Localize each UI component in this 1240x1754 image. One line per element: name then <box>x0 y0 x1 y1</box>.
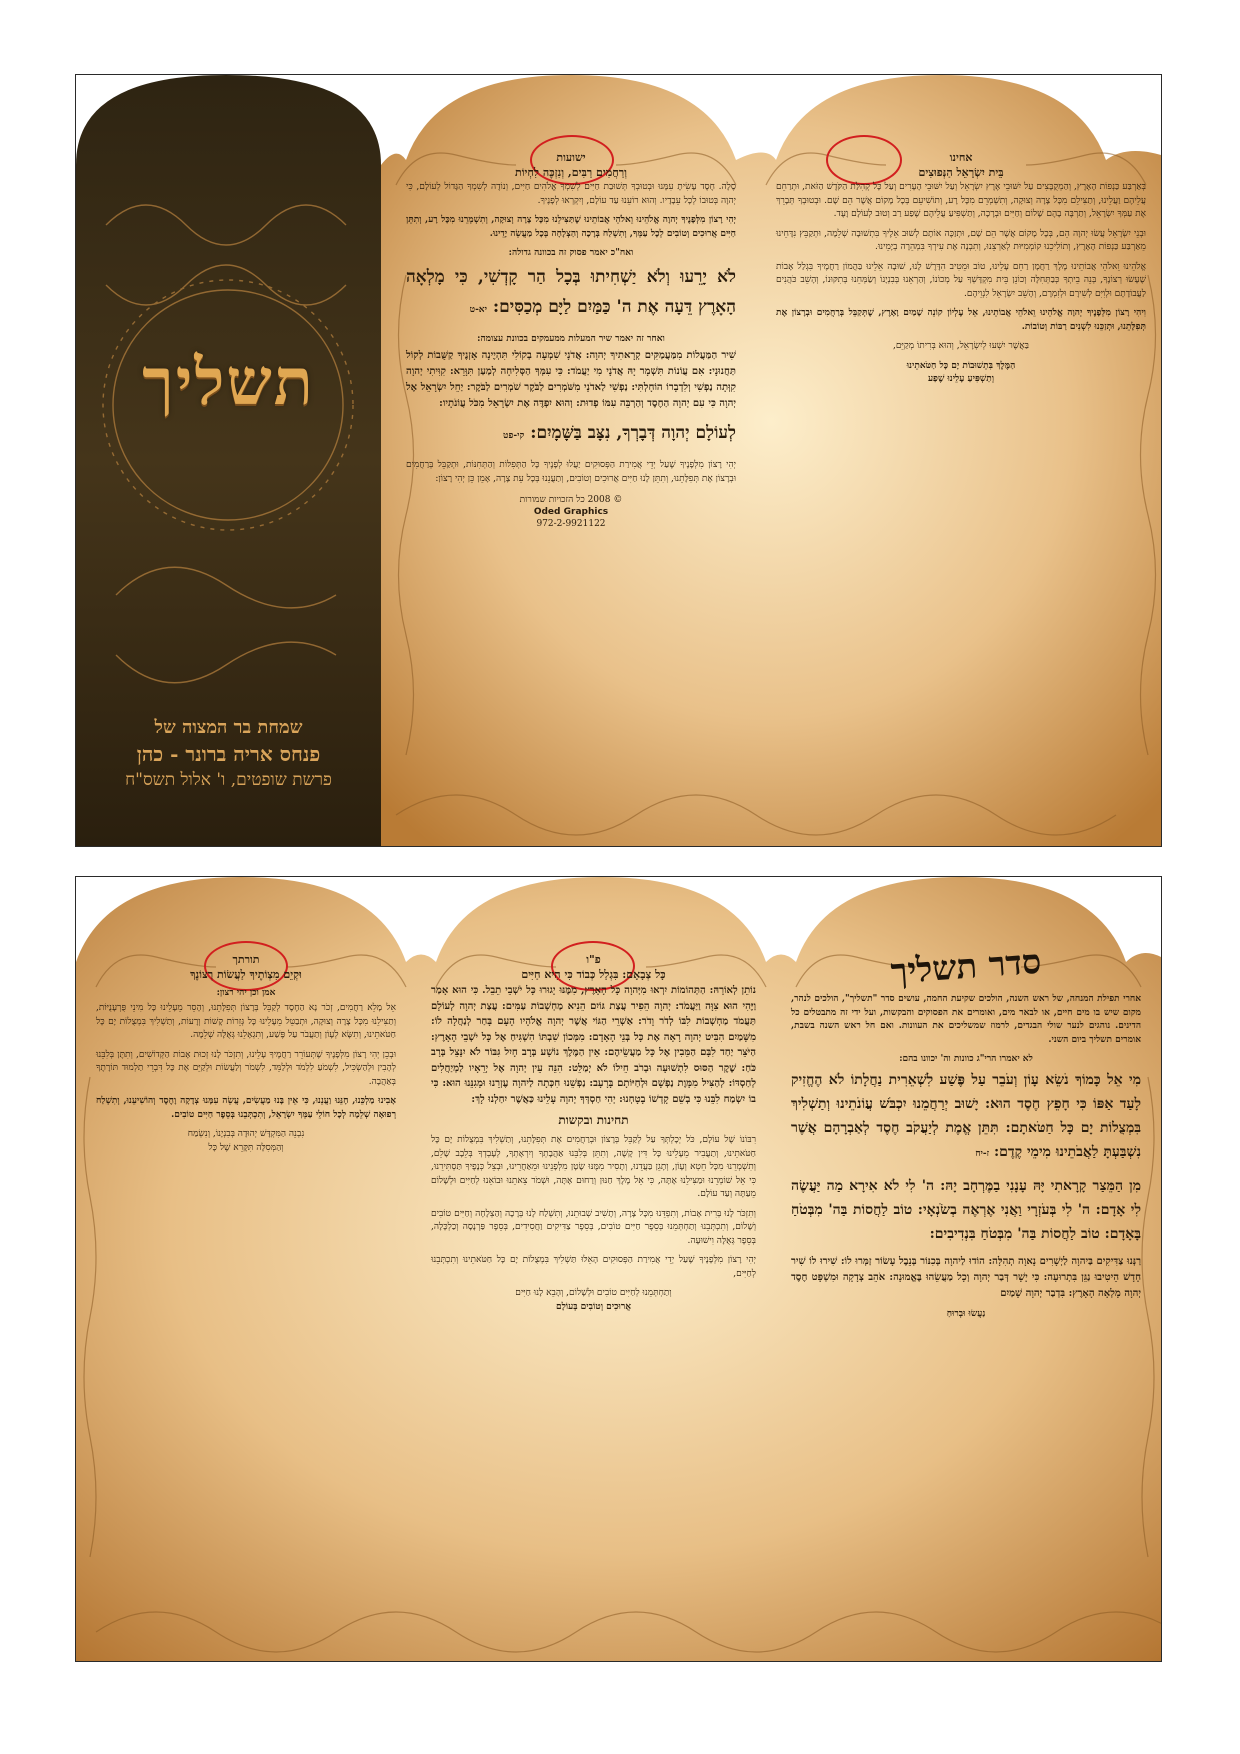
instruction-note: ואחר זה יאמר שיר המעלות ממעמקים בכוונת עצומה: <box>477 334 665 344</box>
paragraph: רַנְּנוּ צַדִּיקִים בַּיהוָה לַיְשָׁרִים נָאוָה תְהִלָּה: הוֹדוּ לַיהוָה בְּכִנּוֹר בְּנֵבֶל עָשׂוֹר זַמְּרוּ לוֹ: שִׁירוּ לוֹ שִׁיר חָדָשׁ הֵיטִיבוּ נַגֵּן בִּתְרוּעָה: כִּי יָשָׁר דְּבַר יְהוָה וְכָל מַעֲשֵׂהוּ בֶּאֱמוּנָה: אֹהֵב צְדָקָה וּמִשְׁפָּט חֶסֶד יְהוָה מָלְאָה הָאָרֶץ: בִּדְבַר יְהוָה שָׁמַיִם <box>791 1256 1141 1299</box>
verse <box>791 1068 1141 1166</box>
verse-reference: יא-ט <box>469 305 487 315</box>
paragraph: אֵל מָלֵא רַחֲמִים, זְכֹר נָא הַחֶסֶד לְקַבֵּל בְּרָצוֹן תְּפִלָּתֵנוּ, וְהָסֵר מֵעָלֵינוּ כָּל מִינֵי פֻּרְעָנֻיּוֹת, וְתַצִּילֵנוּ מִכָּל צָרָה וְצוּקָה, וּתְבַטֵּל מֵעָלֵינוּ כָּל גְּזֵרוֹת קָשׁוֹת וְרָעוֹת, וְתַשְׁלִיךְ בִּמְצֻלוֹת יָם כָּל חַטֹּאתֵינוּ, וְתִשָּׂא לְעָוֹן וְתַעֲבֹר עַל פֶּשַׁע, וְתִגְאָלֵנוּ גְּאֻלָּה שְׁלֵמָה. <box>96 1003 396 1040</box>
verse-reference: ז-יח <box>975 1149 990 1159</box>
cover-title: תשליך <box>142 345 315 420</box>
verse-text: לְעוֹלָם יְהוָה דְּבָרְךָ, נִצָּב בַּשָּׁמָיִם: <box>530 423 736 443</box>
bottom-left-panel <box>96 953 396 1161</box>
closing-line: וְהַמְּסִלָּה תִּקָּרֵא שֶׁל כָּל <box>208 1142 284 1153</box>
seder-title: סדר תשליך <box>889 941 1043 993</box>
verse-reference: קי-פט <box>503 431 525 441</box>
cover-footer-line3: פרשת שופטים, ו' אלול תשס"ח <box>125 770 332 790</box>
verse <box>406 262 736 325</box>
paragraph: יְהִי רָצוֹן מִלְּפָנֶיךָ יְהוָה אֱלֹהֵינוּ וֵאלֹהֵי אֲבוֹתֵינוּ שֶׁתַּצִּילֵנוּ מִכָּל צָרָה וְצוּקָה, וְתִשְׁמְרֵנוּ מִכָּל רָע, וְתִתֵּן חַיִּים אֲרוּכִים וְטוֹבִים לְכָל עַמְּךָ, וְתִשְׁלַח בְּרָכָה וְהַצְלָחָה בְּכָל מַעֲשֵׂה יָדֵינוּ. <box>406 215 736 239</box>
closing-line: נַעֲשׂוּ וּבְרוּחַ <box>946 1309 986 1319</box>
credit-copyright: © 2008 כל הזכויות שמורות <box>519 495 623 505</box>
closing-line: בַּאֲשֶׁר יִשְׁעוּ לְיִשְׂרָאֵל, וְהוּא בְּרִיתוֹ מְקַיֵּם, <box>893 341 1029 351</box>
top-right-panel <box>776 151 1146 393</box>
paragraph: וּבְכֵן יְהִי רָצוֹן מִלְּפָנֶיךָ שֶׁתְּעוֹרֵר רַחֲמֶיךָ עָלֵינוּ, וְתִזְכֹּר לָנוּ זְכוּת אָבוֹת הַקְּדוֹשִׁים, וְתִתֶּן בְּלִבֵּנוּ לְהָבִין וּלְהַשְׂכִּיל, לִשְׁמֹעַ לִלְמֹד וּלְלַמֵּד, לִשְׁמֹר וְלַעֲשׂוֹת וּלְקַיֵּם אֶת כָּל דִּבְרֵי תַלְמוּד תּוֹרָתֶךָ בְּאַהֲבָה. <box>96 1049 396 1087</box>
panel-subheading: וְרַחֲמִים רַבִּים, וְנִזְכֶּה לִחְיוֹת <box>515 166 627 179</box>
credit-block <box>406 494 736 530</box>
closing-line: נִבְנֵה הַמִּקְדָּשׁ יְהוּדָה בְּבִנְיָנוֹ, וְנִשְׂמַח <box>187 1129 305 1139</box>
paragraph: יְהִי רָצוֹן מִלְּפָנֶיךָ שֶׁעַל יְדֵי אֲמִירַת הַפְּסוּקִים הָאֵלּוּ תַּשְׁלִיךְ בִּמְצֻלוֹת יָם כָּל חַטֹּאתֵינוּ וְתִכְתְּבֵנוּ לְחַיִּים, <box>431 1255 756 1279</box>
top-sheet <box>75 74 1162 847</box>
paragraph: אָבִינוּ מַלְכֵּנוּ, חָנֵּנוּ וַעֲנֵנוּ, כִּי אֵין בָּנוּ מַעֲשִׂים, עֲשֵׂה עִמָּנוּ צְדָקָה וָחֶסֶד וְהוֹשִׁיעֵנוּ, וְתִשְׁלַח רְפוּאָה שְׁלֵמָה לְכָל חוֹלֵי עַמְּךָ יִשְׂרָאֵל, וְתִכְתְּבֵנוּ בְּסֵפֶר חַיִּים טוֹבִים. <box>96 1096 396 1120</box>
closing-line: וְתַחְתְּמֵנוּ לְחַיִּים טוֹבִים וּלְשָׁלוֹם, וְהָבֵא לָנוּ חַיִּים <box>515 1288 672 1298</box>
paragraph: בְּאַרְבַּע כַּנְפוֹת הָאָרֶץ, וְהַמְקֻבָּצִים עַל יִשּׁוּבֵי אֶרֶץ יִשְׂרָאֵל וְעַל יִשּׁוּבֵי הָעָרִים וְעַל כָּל קְהִלַּת הַקֹּדֶשׁ הַזֹּאת, וּתְרַחֵם עֲלֵיהֶם וַעֲלֵינוּ, וְתַצִּילֵם מִכָּל צָרָה וְצוּקָה, וְתִשְׁמְרֵם מִכָּל רָע, וְתוֹשִׁיעֵם בְּכָל מָקוֹם אֲשֶׁר הֵם שָׁם. וּבְטוּבְךָ תְּבָרֵךְ אֶת עַמְּךָ יִשְׂרָאֵל, וְתַרְבֶּה בָהֶם שָׁלוֹם וְחַיִּים וּבְרָכָה, וְתַשְׁפִּיעַ עֲלֵיהֶם שֶׁפַע רַב וְטוּב לְעוֹלָם וָעֶד. <box>776 182 1146 219</box>
cover-footer-line2: פנחס אריה ברונר - כהן <box>136 742 321 766</box>
panel-subheading: כָּל צְבָאָם: בִּגְלַל כְּבוֹד כִּי הִיא חַיִּים <box>521 968 666 981</box>
paragraph: וִיהִי רָצוֹן מִלְּפָנֶיךָ יְהוָה אֱלֹהֵינוּ וֵאלֹהֵי אֲבוֹתֵינוּ, אֵל עֶלְיוֹן קוֹנֵה שָׁמַיִם וָאָרֶץ, שֶׁתְּקַבֵּל בְּרַחֲמִים וּבְרָצוֹן אֶת תְּפִלָּתֵנוּ, וּתְזַכֵּנוּ לִשְׁנִים רַבּוֹת וְטוֹבוֹת. <box>776 308 1146 332</box>
paragraph: יְהִי רָצוֹן מִלְּפָנֶיךָ שֶׁעַל יְדֵי אֲמִירַת הַפְּסוּקִים יַעֲלוּ לְפָנֶיךָ כָּל הַתְּפִלּוֹת וְהַתְּחִנּוֹת, וּתְקַבֵּל בְּרַחֲמִים וּבְרָצוֹן אֶת תְּפִלָּתֵנוּ, וְתִתֵּן לָנוּ חַיִּים אֲרוּכִים וְטוֹבִים, וְתַעֲנֵנוּ בְּכָל עֵת צָרָה, אָמֵן כֵּן יְהִי רָצוֹן: <box>406 460 736 484</box>
verse: מִן הַמֵּצַר קָרָאתִי יָּהּ עָנָנִי בַמֶּרְחָב יָהּ: ה' לִי לֹא אִירָא מַה יַּעֲשֶׂה לִי אָדָם: ה' לִי בְּעֹזְרָי וַאֲנִי אֶרְאֶה בְשֹׂנְאָי: טוֹב לַחֲסוֹת בַּה' מִבְּטֹחַ בָּאָדָם: טוֹב לַחֲסוֹת בַּה' מִבְּטֹחַ בִּנְדִיבִים: <box>791 1178 1141 1242</box>
instruction-note: לא יאמרו הרי"ג כוונות וה' יכוונו בהם: <box>899 1054 1033 1064</box>
paragraph: אחרי תפילת המנחה, של ראש השנה, הולכים שקיעת החמה, עושים סדר "תשליך", הולכים לנהר, מקום שיש בו מים חיים, או לבאר מים, ואומרים את הפסוקים והבקשות, ועל ידי זה מתבטלים כל הדינים. נוהגים לנער שולי הבגדים, לרמוז שמשליכים את העוונות. ואם חל ראש השנה בשבת, אומרים תשליך ביום השני. <box>791 994 1141 1045</box>
bottom-middle-panel <box>431 953 756 1320</box>
credit-phone: 972-2-9921122 <box>536 519 606 529</box>
cover-footer-line1: שמחת בר המצוה של <box>154 717 303 738</box>
paragraph: נוֹתֵן לְאוֹרָהּ: הַתְּהוֹמוֹת יִרְאוּ מִיְּהוָה כָּל הָאָרֶץ, מִמֶּנּוּ יָגוּרוּ כָּל יֹשְׁבֵי תֵבֵל. כִּי הוּא אָמַר וַיֶּהִי הוּא צִוָּה וַיַּעֲמֹד: יְהוָה הֵפִיר עֲצַת גּוֹיִם הֵנִיא מַחְשְׁבוֹת עַמִּים: עֲצַת יְהוָה לְעוֹלָם תַּעֲמֹד מַחְשְׁבוֹת לִבּוֹ לְדֹר וָדֹר: אַשְׁרֵי הַגּוֹי אֲשֶׁר יְהוָה אֱלֹהָיו הָעָם בָּחַר לְנַחֲלָה לוֹ: מִשָּׁמַיִם הִבִּיט יְהוָה רָאָה אֶת כָּל בְּנֵי הָאָדָם: מִמְּכוֹן שִׁבְתּוֹ הִשְׁגִּיחַ אֶל כָּל יֹשְׁבֵי הָאָרֶץ: הַיֹּצֵר יַחַד לִבָּם הַמֵּבִין אֶל כָּל מַעֲשֵׂיהֶם: אֵין הַמֶּלֶךְ נוֹשָׁע בְּרָב חָיִל גִּבּוֹר לֹא יִנָּצֵל בְּרָב כֹּחַ: שֶׁקֶר הַסּוּס לִתְשׁוּעָה וּבְרֹב חֵילוֹ לֹא יְמַלֵּט: הִנֵּה עֵין יְהוָה אֶל יְרֵאָיו לַמְיַחֲלִים לְחַסְדּוֹ: לְהַצִּיל מִמָּוֶת נַפְשָׁם וּלְחַיּוֹתָם בָּרָעָב: נַפְשֵׁנוּ חִכְּתָה לַיהוָה עֶזְרֵנוּ וּמָגִנֵּנוּ הוּא: כִּי בוֹ יִשְׂמַח לִבֵּנוּ כִּי בְשֵׁם קָדְשׁוֹ בָטָחְנוּ: יְהִי חַסְדְּךָ יְהוָה עָלֵינוּ כַּאֲשֶׁר יִחַלְנוּ לָךְ: <box>431 985 756 1105</box>
paragraph: סֶלָה. חֶסֶד עָשִׂיתָ עִמָּנוּ וּבְטוּבְךָ תְּשׁוּבַת חַיִּים לְשִׁמְךָ אֱלֹהִים חַיִּים, וְנוֹדֶה לְשִׁמְךָ הַגָּדוֹל לְעוֹלָם, כִּי יְהוָה בְּטוּבוֹ לְכָל עֵבָדָיו. וְהוּא רוֹעֵנוּ עַד עוֹלָם, וְיִקְרְאוּ לְפָנֶיךָ. <box>406 182 736 206</box>
credit-brand: Oded Graphics <box>533 507 609 517</box>
section-subheading: תחינות ובקשות <box>558 1113 629 1127</box>
instruction-note: אמן וכן יהי רצון: <box>216 988 276 998</box>
paragraph: אֱלֹהֵינוּ וֵאלֹהֵי אֲבוֹתֵינוּ מֶלֶךְ רַחֲמָן רַחֵם עָלֵינוּ, טוֹב וּמֵטִיב הִדָּרֶשׁ לָנוּ, שׁוּבָה אֵלֵינוּ בַּהֲמוֹן רַחֲמֶיךָ בִּגְלַל אָבוֹת שֶׁעָשׂוּ רְצוֹנֶךָ, בְּנֵה בֵיתְךָ כְּבַתְּחִלָּה וְכוֹנֵן בֵּית מִקְדָּשְׁךָ עַל מְכוֹנוֹ, וְהַרְאֵנוּ בְּבִנְיָנוֹ וְשַׂמְּחֵנוּ בְּתִקּוּנוֹ, וְהָשֵׁב כֹּהֲנִים לַעֲבוֹדָתָם וּלְוִיִּם לְשִׁירָם וּלְזִמְרָם, וְהָשֵׁב יִשְׂרָאֵל לִנְוֵיהֶם. <box>776 261 1146 299</box>
verse <box>406 418 736 451</box>
closing-line: הַמֶּלֶךְ בִּתְשׁוּבוֹת יָם כָּל חַטֹּאתֵינוּ <box>906 360 1016 371</box>
top-middle-panel <box>406 151 736 530</box>
panel-heading: תורתך <box>232 953 260 966</box>
paragraph: שִׁיר הַמַּעֲלוֹת מִמַּעֲמַקִּים קְרָאתִיךָ יְהוָה: אֲדֹנָי שִׁמְעָה בְקוֹלִי תִּהְיֶינָה אָזְנֶיךָ קַשֻּׁבוֹת לְקוֹל תַּחֲנוּנָי: אִם עֲוֹנוֹת תִּשְׁמָר יָהּ אֲדֹנָי מִי יַעֲמֹד: כִּי עִמְּךָ הַסְּלִיחָה לְמַעַן תִּוָּרֵא: קִוִּיתִי יְהוָה קִוְּתָה נַפְשִׁי וְלִדְבָרוֹ הוֹחָלְתִּי: נַפְשִׁי לַאדֹנָי מִשֹּׁמְרִים לַבֹּקֶר שֹׁמְרִים לַבֹּקֶר: יַחֵל יִשְׂרָאֵל אֶל יְהוָה כִּי עִם יְהוָה הַחֶסֶד וְהַרְבֵּה עִמּוֹ פְדוּת: וְהוּא יִפְדֶּה אֶת יִשְׂרָאֵל מִכֹּל עֲוֹנֹתָיו: <box>406 350 736 409</box>
cover-footer <box>76 715 381 793</box>
panel-heading: פ"ו <box>586 953 601 966</box>
bottom-right-panel <box>791 941 1141 1328</box>
verse-text: לֹא יָרֵעוּ וְלֹא יַשְׁחִיתוּ בְּכָל הַר קָדְשִׁי, כִּי מָלְאָה הָאָרֶץ דֵּעָה אֶת ה' כַּמַּיִם לַיָּם מְכַסִּים: <box>406 267 736 317</box>
panel-subheading: וּקְיֵם מִצְוֹתֶיךָ לַעֲשׂוֹת רְצוֹנֶךָ <box>190 968 302 981</box>
panel-heading: ישועות <box>556 151 586 164</box>
panel-heading: אחינו <box>949 151 973 164</box>
paragraph: רִבּוֹנוֹ שֶׁל עוֹלָם, כֹּל יְכָלְתְּךָ עַל לְקַבֵּל בְּרָצוֹן וּבְרַחֲמִים אֶת תְּפִלָּתֵנוּ, וְתַשְׁלִיךְ בִּמְצֻלוֹת יָם כָּל חַטֹּאתֵינוּ, וְתַעֲבִיר מֵעָלֵינוּ כָּל דִּין קָשֶׁה, וְתִתֵּן בְּלִבֵּנוּ אַהֲבָתְךָ וְיִרְאָתְךָ, לְעָבְדְךָ בְּלֵבָב שָׁלֵם, וְתִשְׁמְרֵנוּ מִכָּל חֵטְא וְעָוֹן, וְתָגֵן בַּעֲדֵנוּ, וְתָסִיר מִמֶּנּוּ שָׂטָן מִלְּפָנֵינוּ וּמֵאַחֲרֵינוּ, וּבְצֵל כְּנָפֶיךָ תַּסְתִּירֵנוּ, כִּי אֵל שׁוֹמְרֵנוּ וּמַצִּילֵנוּ אָתָּה, כִּי אֵל מֶלֶךְ חַנּוּן וְרַחוּם אָתָּה, וּשְׁמֹר צֵאתֵנוּ וּבוֹאֵנוּ לְחַיִּים וּלְשָׁלוֹם מֵעַתָּה וְעַד עוֹלָם. <box>431 1135 756 1199</box>
paragraph: וּבְנֵי יִשְׂרָאֵל עֲשׂוּ יְהוָה הֵם, בְּכָל מָקוֹם אֲשֶׁר הֵם שָׁם, וּתְזַכֶּה אוֹתָם לְשׁוּב אֵלֶיךָ בִּתְשׁוּבָה שְׁלֵמָה, וּתְקַבֵּץ נִדָּחֵינוּ מֵאַרְבַּע כַּנְפוֹת הָאָרֶץ, וְתוֹלִיכֵנוּ קוֹמְמִיּוּת לְאַרְצֵנוּ, וְתִבְנֶה אֶת עִירְךָ בִּמְהֵרָה בְיָמֵינוּ. <box>776 228 1146 252</box>
instruction-note: ואח"כ יאמר פסוק זה בכוונה גדולה: <box>508 248 634 258</box>
closing-line: אֲרוּכִים וְטוֹבִים בְּעוֹלָם <box>555 1301 632 1312</box>
panel-subheading: בֵּית יִשְׂרָאֵל הַנְּפוּצִים <box>918 166 1004 179</box>
paragraph: וְתִזְכֹּר לָנוּ בְּרִית אָבוֹת, וְתִפְדֵּנוּ מִכָּל צָרָה, וְתָשִׁיב שְׁבוּתֵנוּ, וְתִשְׁלַח לָנוּ בְּרָכָה וְהַצְלָחָה וְחַיִּים טוֹבִים וְשָׁלוֹם, וְתִכְתְּבֵנוּ וְתַחְתְּמֵנוּ בְּסֵפֶר חַיִּים טוֹבִים, בְּסֵפֶר צַדִּיקִים וַחֲסִידִים, בְּסֵפֶר פַּרְנָסָה וְכַלְכָּלָה, בְּסֵפֶר גְּאֻלָּה וִישׁוּעָה. <box>431 1208 756 1246</box>
closing-line: וְתַשְׁפִּיעַ עָלֵינוּ שֶׁפַע <box>927 374 995 384</box>
verse-text: מִי אֵל כָּמוֹךָ נֹשֵׂא עָוֹן וְעֹבֵר עַל פֶּשַׁע לִשְׁאֵרִית נַחֲלָתוֹ לֹא הֶחֱזִיק לָעַד אַפּוֹ כִּי חָפֵץ חֶסֶד הוּא: יָשׁוּב יְרַחֲמֵנוּ יִכְבֹּשׁ עֲוֹנֹתֵינוּ וְתַשְׁלִיךְ בִּמְצֻלוֹת יָם כָּל חַטֹּאתָם: תִּתֵּן אֱמֶת לְיַעֲקֹב חֶסֶד לְאַבְרָהָם אֲשֶׁר נִשְׁבַּעְתָּ לַאֲבֹתֵינוּ מִימֵי קֶדֶם: <box>791 1072 1141 1160</box>
bottom-sheet <box>75 876 1162 1662</box>
